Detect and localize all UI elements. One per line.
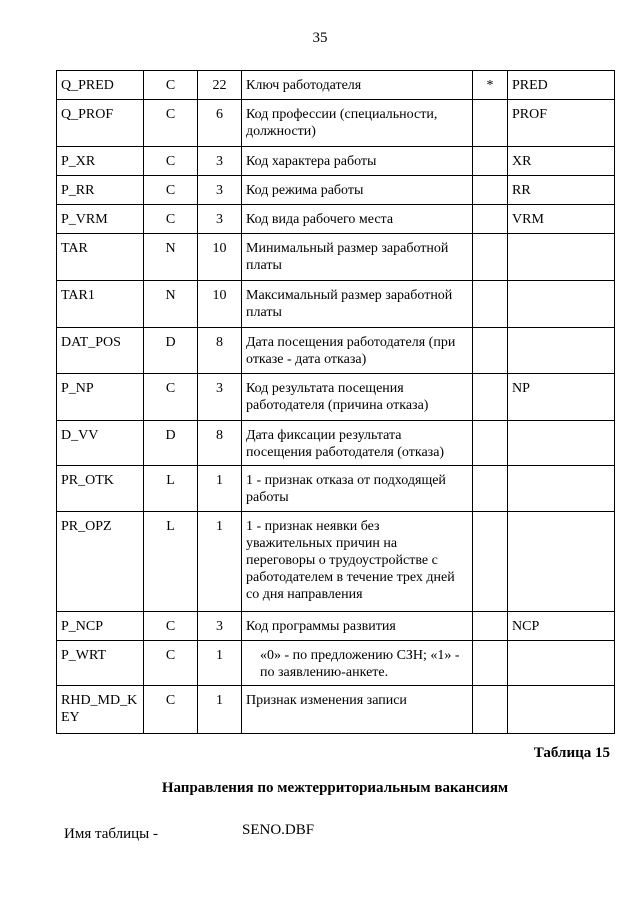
field-description: Ключ работодателя [242,71,473,100]
field-name: RHD_MD_KEY [57,686,144,734]
field-description: Минимальный размер заработной платы [242,234,473,281]
field-type: C [144,100,198,147]
table-name-value: SENO.DBF [242,822,315,838]
table-row [57,281,615,328]
field-reference: RR [508,176,615,205]
field-type: D [144,328,198,374]
field-size: 3 [198,374,242,421]
field-key-flag: * [473,71,508,100]
field-reference [508,641,615,686]
table-name-label: Имя таблицы - [64,826,158,842]
field-reference [508,512,615,612]
field-key-flag [473,234,508,281]
field-type: N [144,234,198,281]
field-description: Код профессии (специальности, должности) [242,100,473,147]
field-size: 1 [198,686,242,734]
field-name: P_RR [57,176,144,205]
field-description: 1 - признак отказа от подходящей работы [242,466,473,512]
field-name: DAT_POS [57,328,144,374]
field-type: C [144,176,198,205]
field-size: 3 [198,147,242,176]
field-type: L [144,466,198,512]
field-key-flag [473,466,508,512]
field-description: Признак изменения записи [242,686,473,734]
field-type: C [144,641,198,686]
field-reference [508,421,615,466]
table-caption: Таблица 15 [533,745,610,761]
field-key-flag [473,147,508,176]
fields-table [56,70,615,734]
table-row [57,328,615,374]
field-reference [508,686,615,734]
table-row [57,612,615,641]
field-key-flag [473,374,508,421]
field-key-flag [473,686,508,734]
field-type: D [144,421,198,466]
field-type: C [144,147,198,176]
field-name: P_NP [57,374,144,421]
field-size: 10 [198,234,242,281]
field-name: TAR1 [57,281,144,328]
field-description: Дата фиксации результата посещения работодателя (отказа) [242,421,473,466]
table-row [57,205,615,234]
field-name: P_XR [57,147,144,176]
field-key-flag [473,281,508,328]
field-name: P_NCP [57,612,144,641]
field-size: 22 [198,71,242,100]
field-type: L [144,512,198,612]
field-description: Дата посещения работодателя (при отказе - дата отказа) [242,328,473,374]
table-row [57,147,615,176]
field-name: P_VRM [57,205,144,234]
section-title: Направления по межтерриториальным вакансиям [161,780,509,796]
field-description: «0» - по предложению СЗН; «1» - по заявлению-анкете. [242,641,473,686]
field-key-flag [473,328,508,374]
field-type: C [144,205,198,234]
field-size: 3 [198,205,242,234]
table-row [57,641,615,686]
field-description: Код программы развития [242,612,473,641]
field-size: 1 [198,641,242,686]
page-number: 35 [312,30,328,46]
field-name: PR_OTK [57,466,144,512]
field-key-flag [473,176,508,205]
field-reference [508,234,615,281]
field-reference: XR [508,147,615,176]
field-size: 3 [198,176,242,205]
table-row [57,374,615,421]
field-name: TAR [57,234,144,281]
table-row [57,686,615,734]
field-reference [508,466,615,512]
field-reference: NCP [508,612,615,641]
table-row [57,421,615,466]
field-description: Код характера работы [242,147,473,176]
field-description: Код режима работы [242,176,473,205]
field-type: C [144,612,198,641]
table-row [57,71,615,100]
field-size: 8 [198,421,242,466]
field-type: C [144,686,198,734]
field-size: 6 [198,100,242,147]
field-key-flag [473,421,508,466]
field-reference: NP [508,374,615,421]
field-size: 3 [198,612,242,641]
field-size: 10 [198,281,242,328]
field-description: Код результата посещения работодателя (причина отказа) [242,374,473,421]
field-key-flag [473,641,508,686]
field-type: N [144,281,198,328]
field-name: Q_PROF [57,100,144,147]
field-reference: PROF [508,100,615,147]
field-size: 1 [198,466,242,512]
field-size: 8 [198,328,242,374]
table-row [57,100,615,147]
field-name: P_WRT [57,641,144,686]
field-name: PR_OPZ [57,512,144,612]
field-key-flag [473,205,508,234]
field-type: C [144,71,198,100]
table-row [57,176,615,205]
field-reference: VRM [508,205,615,234]
field-reference [508,281,615,328]
field-reference [508,328,615,374]
field-key-flag [473,512,508,612]
table-row [57,234,615,281]
field-type: C [144,374,198,421]
field-name: D_VV [57,421,144,466]
field-key-flag [473,100,508,147]
field-description: Максимальный размер заработной платы [242,281,473,328]
table-row [57,466,615,512]
field-size: 1 [198,512,242,612]
field-key-flag [473,612,508,641]
field-description: 1 - признак неявки без уважительных причин на переговоры о трудоустройстве с работодателем в течение трех дней со дня направления [242,512,473,612]
field-reference: PRED [508,71,615,100]
field-description: Код вида рабочего места [242,205,473,234]
table-row [57,512,615,612]
field-name: Q_PRED [57,71,144,100]
